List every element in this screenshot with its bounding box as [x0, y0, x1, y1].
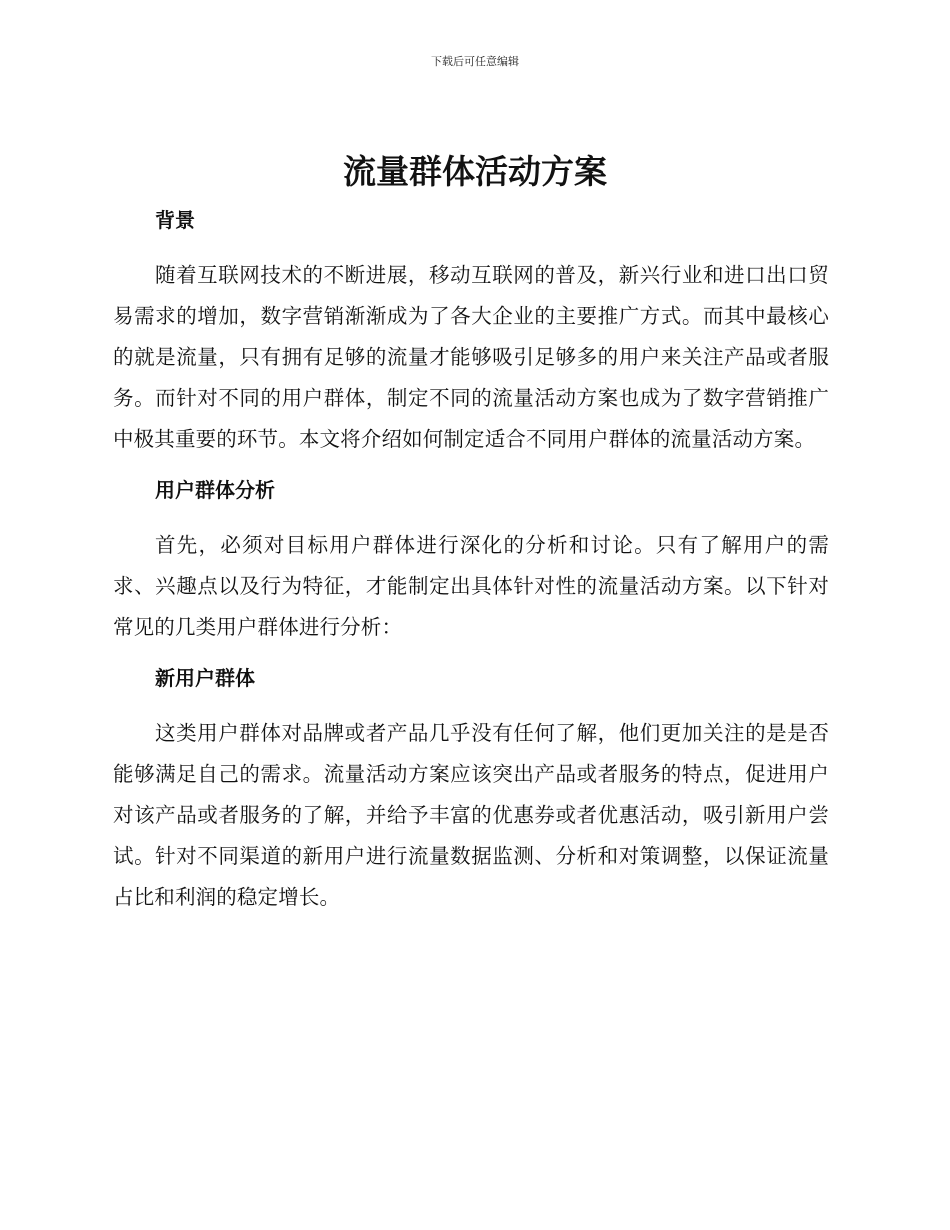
section-heading-background: 背景 — [155, 208, 195, 232]
page-header-note: 下载后可任意编辑 — [431, 55, 519, 68]
section-new-users — [113, 660, 829, 918]
section-heading-new-users: 新用户群体 — [155, 666, 255, 690]
section-paragraph-user-analysis: 首先，必须对目标用户群体进行深化的分析和讨论。只有了解用户的需求、兴趣点以及行为特征，才能制定出具体针对性的流量活动方案。以下针对常见的几类用户群体进行分析： — [113, 533, 829, 639]
spacing — [113, 648, 829, 660]
section-heading-user-analysis: 用户群体分析 — [155, 478, 275, 502]
spacing — [113, 238, 829, 255]
section-paragraph-background: 随着互联网技术的不断进展，移动互联网的普及，新兴行业和进口出口贸易需求的增加，数字营销渐渐成为了各大企业的主要推广方式。而其中最核心的就是流量，只有拥有足够的流量才能够吸引足够多的用户来关注产品或者服务。而针对不同的用户群体，制定不同的流量活动方案也成为了数字营销推广中极其重要的环节。本文将介绍如何制定适合不同用户群体的流量活动方案。 — [113, 263, 829, 451]
section-background — [113, 202, 829, 472]
spacing — [113, 508, 829, 525]
spacing — [113, 696, 829, 713]
section-paragraph-new-users: 这类用户群体对品牌或者产品几乎没有任何了解，他们更加关注的是是否能够满足自己的需求。流量活动方案应该突出产品或者服务的特点，促进用户对该产品或者服务的了解，并给予丰富的优惠券或者优惠活动，吸引新用户尝试。针对不同渠道的新用户进行流量数据监测、分析和对策调整，以保证流量占比和利润的稳定增长。 — [113, 721, 829, 909]
section-user-analysis — [113, 472, 829, 660]
document-body — [113, 202, 829, 918]
spacing — [113, 460, 829, 472]
document-title: 流量群体活动方案 — [343, 152, 607, 191]
